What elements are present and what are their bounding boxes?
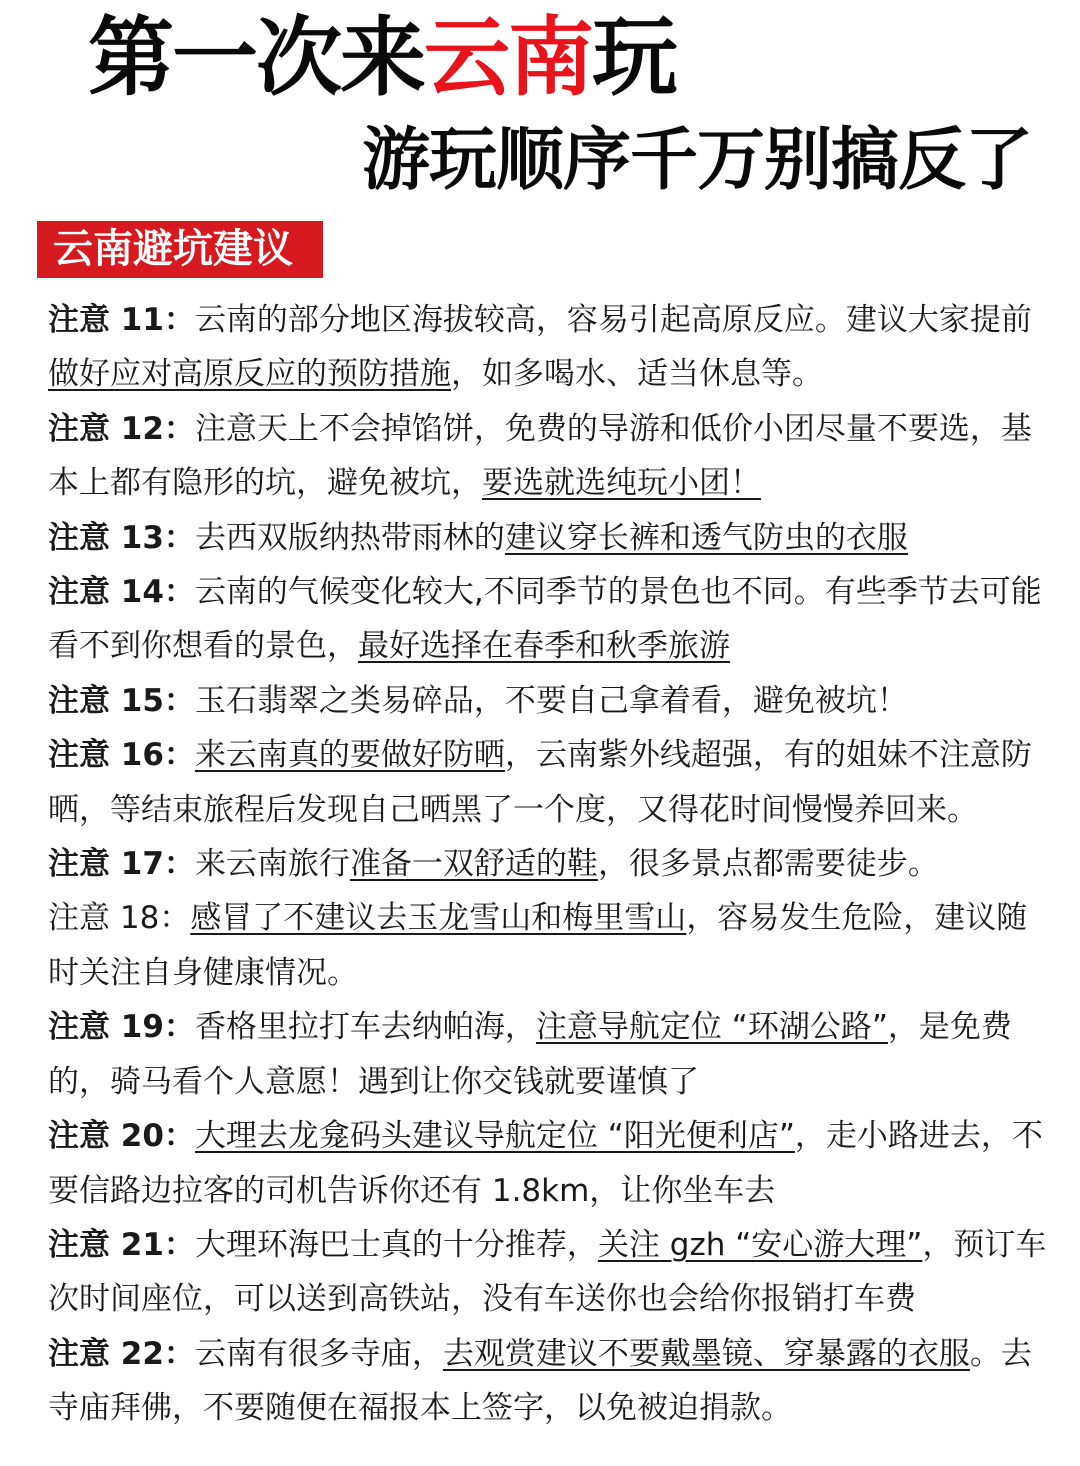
title-part2: 玩 — [592, 8, 676, 108]
tip-label: 注意 16： — [48, 737, 195, 774]
tip-text: 香格里拉打车去纳帕海， — [194, 1009, 536, 1046]
tip-text: 注意天上不会掉馅饼，免费的导游和低价小团尽量不要选，基本上都有隐形的坑，避免被坑， — [48, 410, 1032, 502]
section-label: 云南避坑建议 — [37, 221, 323, 278]
tip-text: 大理环海巴士真的十分推荐， — [194, 1226, 598, 1263]
title-part1: 第一次来 — [88, 8, 424, 108]
tip-highlight: 注意导航定位 “环湖公路” — [535, 1009, 888, 1046]
tip-text: ，容易发生危险，建议随时关注自身健康情况。 — [48, 900, 1028, 991]
tip-label: 注意 11： — [48, 302, 195, 338]
tip-highlight: 建议穿长裤和透气防虫的衣服 — [504, 519, 908, 556]
tip-text: ，云南紫外线超强，有的姐妹不注意防晒，等结束旅程后发现自己晒黑了一个度，又得花时间慢慢养回来。 — [48, 737, 1032, 828]
tip-highlight: 最好选择在春季和秋季旅游 — [358, 628, 730, 665]
tip-label: 注意 18： — [48, 900, 191, 937]
tip-highlight: 要选就选纯玩小团！ — [482, 465, 761, 502]
page-subtitle: 游玩顺序千万别搞反了 — [362, 121, 1033, 200]
title-highlight: 云南 — [424, 8, 592, 108]
tip-label: 注意 14： — [48, 574, 195, 611]
tip-highlight: 去观赏建议不要戴墨镜、穿暴露的衣服 — [442, 1335, 970, 1372]
tip-item — [48, 1000, 1048, 1109]
tip-text: 云南的部分地区海拔较高，容易引起高原反应。建议大家提前 — [194, 302, 1032, 338]
tip-text: 云南的气候变化较大,不同季节的景色也不同。有些季节去可能看不到你想看的景色， — [48, 574, 1042, 665]
tip-label: 注意 13： — [48, 519, 195, 556]
tip-text: ，是免费的，骑马看个人意愿！遇到让你交钱就要谨慎了 — [48, 1009, 1012, 1100]
tip-highlight: 关注 gzh “安心游大理” — [597, 1226, 923, 1263]
tip-item — [48, 1327, 1048, 1436]
tip-text: ，很多景点都需要徒步。 — [597, 846, 939, 883]
tip-text: 云南有很多寺庙， — [194, 1335, 443, 1372]
tip-text: 去西双版纳热带雨林的 — [194, 519, 505, 556]
tip-item — [48, 837, 1048, 891]
tip-item — [48, 565, 1048, 674]
tip-highlight: 大理去龙龛码头建议导航定位 “阳光便利店” — [194, 1118, 795, 1155]
tip-item — [48, 293, 1048, 402]
tip-text: ，预订车次时间座位，可以送到高铁站，没有车送你也会给你报销打车费 — [48, 1226, 1047, 1318]
tip-text: 来云南旅行 — [194, 846, 350, 883]
tip-text: 玉石翡翠之类易碎品，不要自己拿着看，避免被坑！ — [194, 682, 908, 719]
tip-highlight: 感冒了不建议去玉龙雪山和梅里雪山 — [190, 900, 687, 937]
tip-item — [48, 402, 1048, 511]
page-title — [88, 8, 676, 108]
tip-item — [48, 891, 1048, 1000]
tip-label: 注意 12： — [48, 410, 195, 447]
tip-item — [48, 1218, 1048, 1327]
tip-label: 注意 20： — [48, 1118, 195, 1155]
tip-item — [48, 511, 1048, 565]
tip-text: ，走小路进去，不要信路边拉客的司机告诉你还有 1.8km，让你坐车去 — [48, 1118, 1043, 1209]
tip-text: 。去寺庙拜佛，不要随便在福报本上签字，以免被迫捐款。 — [48, 1335, 1032, 1427]
tip-highlight: 做好应对高原反应的预防措施 — [48, 356, 451, 393]
tip-item — [48, 674, 1048, 728]
tip-label: 注意 22： — [48, 1335, 195, 1372]
tip-text: ，如多喝水、适当休息等。 — [451, 356, 823, 393]
tip-highlight: 准备一双舒适的鞋 — [349, 846, 598, 883]
tip-item — [48, 1109, 1048, 1218]
tip-item — [48, 728, 1048, 837]
tip-label: 注意 19： — [48, 1009, 195, 1046]
tip-label: 注意 17： — [48, 846, 195, 883]
tip-label: 注意 15： — [48, 682, 195, 719]
tips-list — [48, 293, 1048, 1436]
tip-highlight: 来云南真的要做好防晒 — [194, 737, 505, 774]
tip-label: 注意 21： — [48, 1226, 195, 1263]
